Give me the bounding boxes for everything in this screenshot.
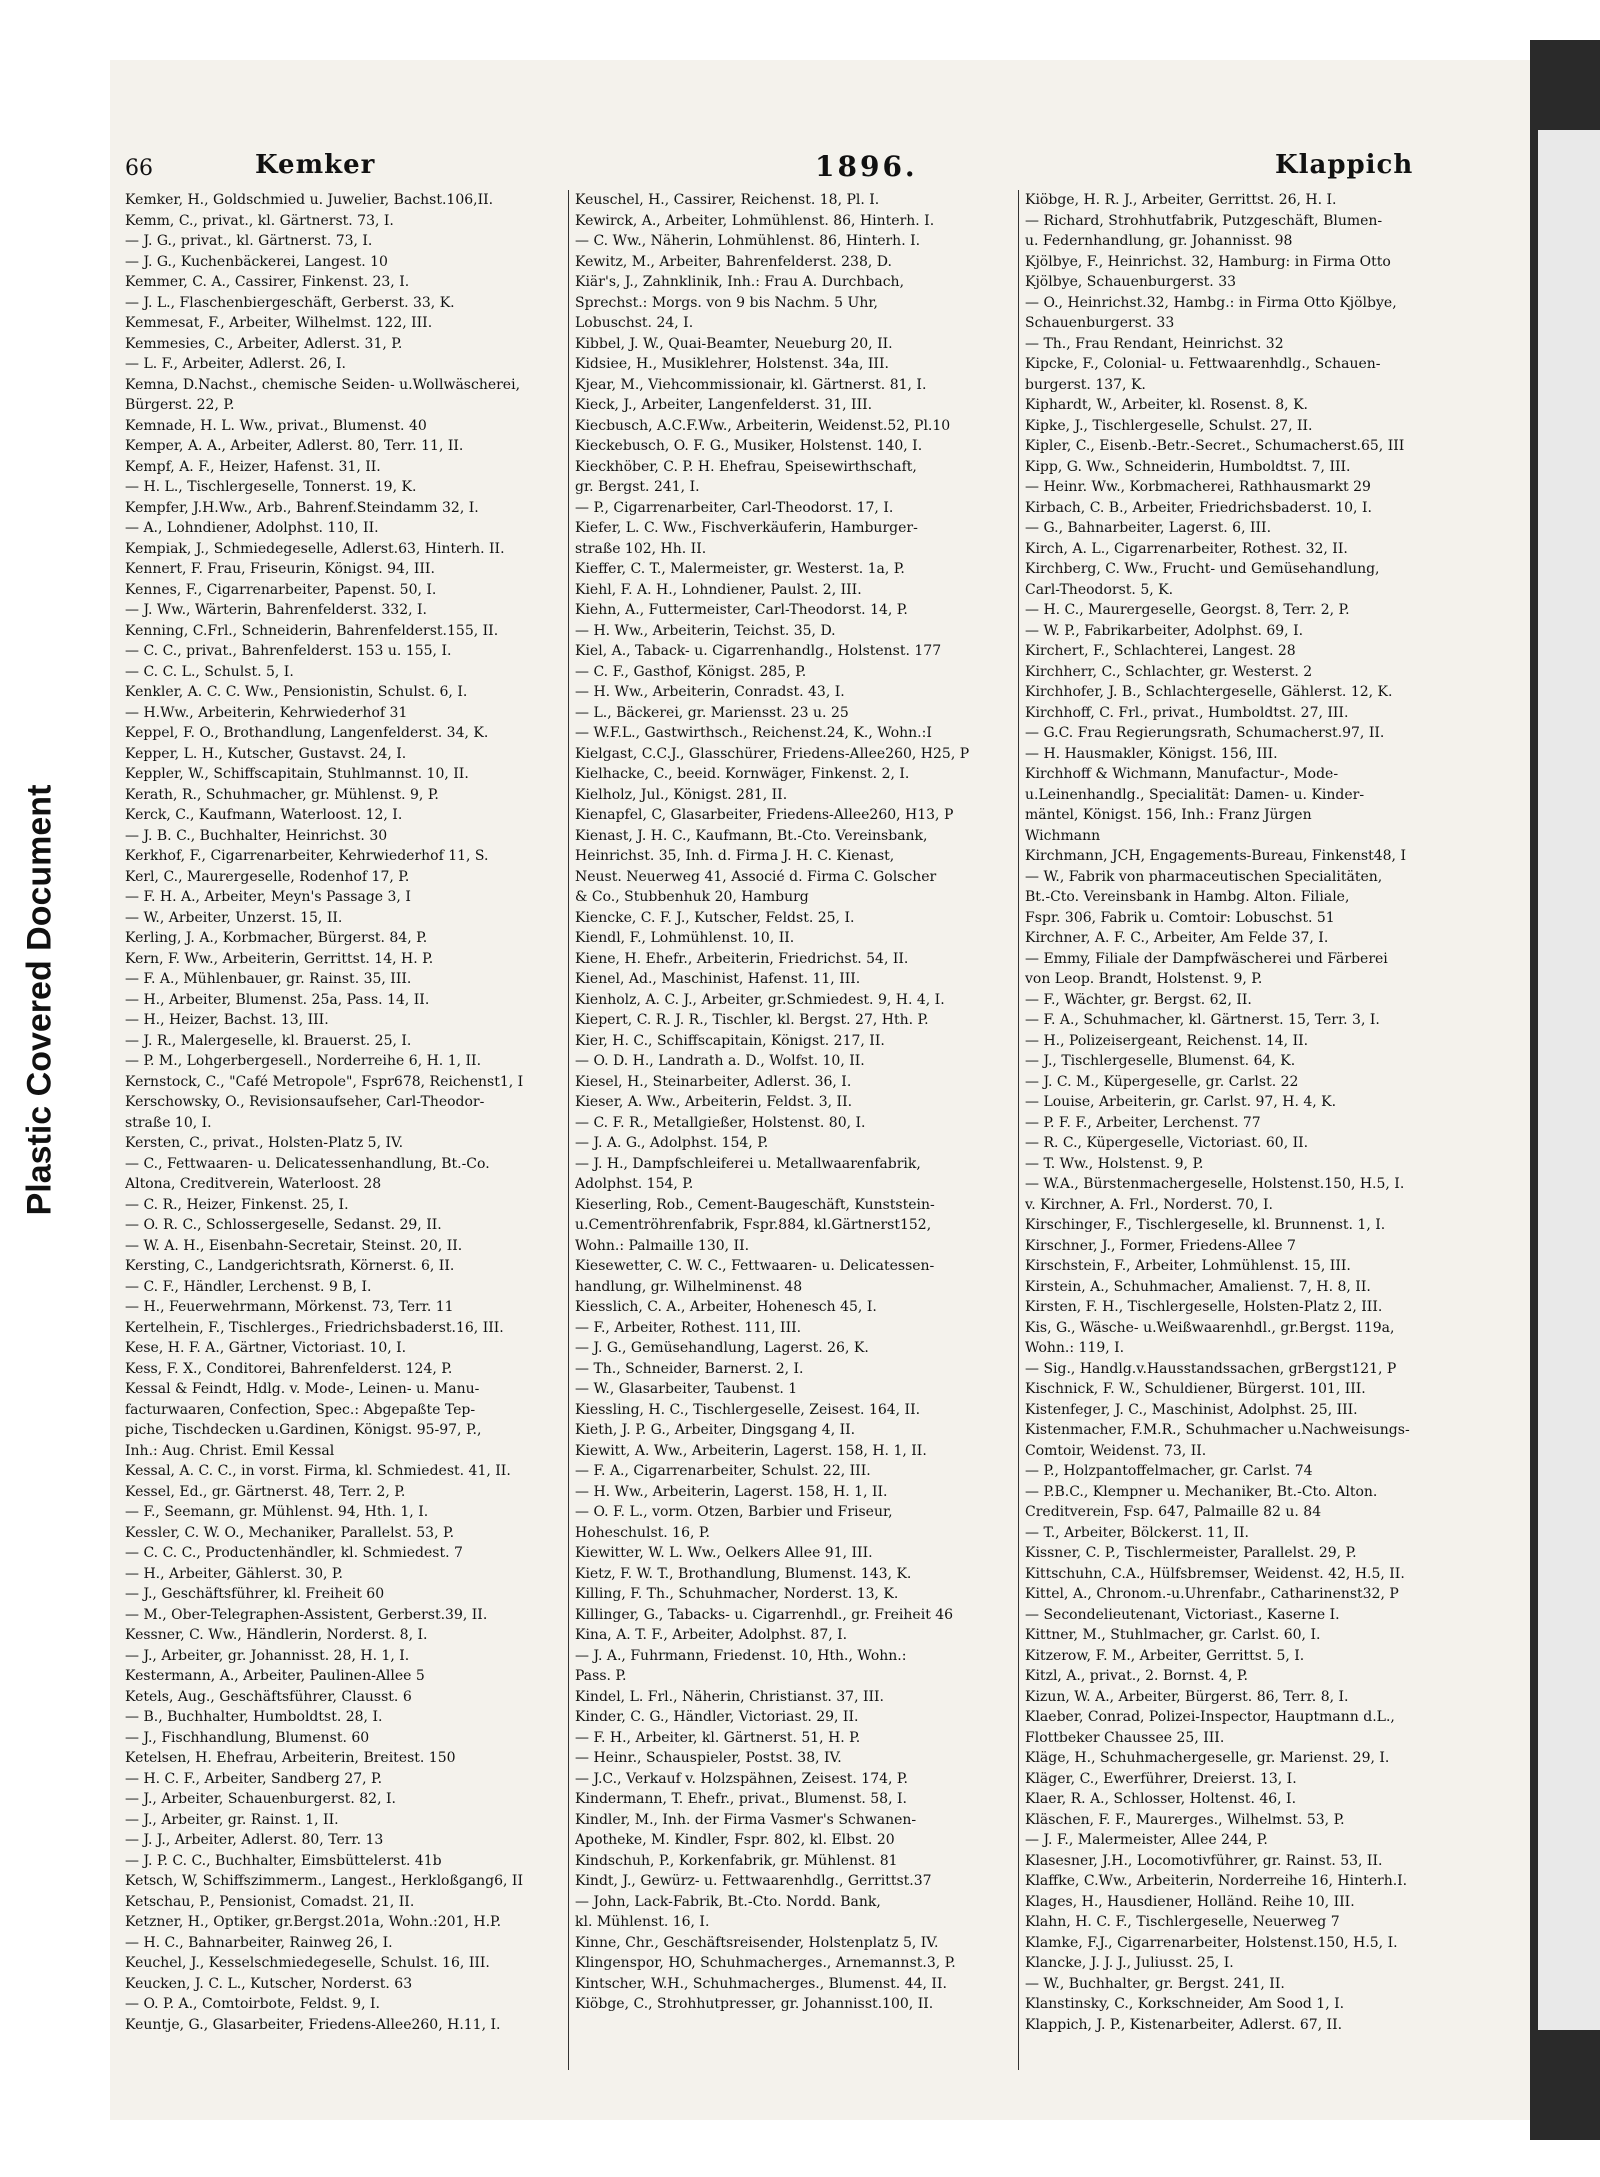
directory-entry: Kipler, C., Eisenb.-Betr.-Secret., Schumacherst.65, III — [1025, 438, 1405, 454]
directory-entry: Kerck, C., Kaufmann, Waterloost. 12, I. — [125, 807, 403, 823]
directory-entry: Kistenmacher, F.M.R., Schuhmacher u.Nachweisungs- — [1025, 1422, 1410, 1438]
directory-entry: Kirchert, F., Schlachterei, Langest. 28 — [1025, 643, 1296, 659]
column-divider — [1018, 190, 1019, 2070]
directory-entry: — F., Arbeiter, Rothest. 111, III. — [575, 1319, 802, 1336]
directory-entry: — C. R., Heizer, Finkenst. 25, I. — [125, 1196, 349, 1213]
directory-entry: Ketels, Aug., Geschäftsführer, Clausst. 6 — [125, 1688, 412, 1705]
directory-entry: Kirstein, A., Schuhmacher, Amalienst. 7, H. 8, II. — [1025, 1278, 1371, 1295]
header-right-word: Klappich — [1275, 150, 1414, 180]
directory-entry: — H. Hausmakler, Königst. 156, III. — [1025, 745, 1278, 762]
directory-entry: — Richard, Strohhutfabrik, Putzgeschäft, Blumen- — [1025, 212, 1383, 229]
directory-entry: Kieserling, Rob., Cement-Baugeschäft, Kunststein- — [575, 1196, 935, 1213]
directory-entry: Kertelhein, F., Tischlerges., Friedrichsbaderst.16, III. — [125, 1319, 504, 1336]
directory-entry: Creditverein, Fsp. 647, Palmaille 82 u. 84 — [1025, 1504, 1322, 1520]
directory-entry: mäntel, Königst. 156, Inh.: Franz Jürgen — [1025, 807, 1312, 823]
directory-entry: — P., Holzpantoffelmacher, gr. Carlst. 74 — [1025, 1463, 1313, 1479]
directory-entry: — W., Glasarbeiter, Taubenst. 1 — [575, 1381, 798, 1397]
directory-entry: — F. A., Schuhmacher, kl. Gärtnerst. 15, Terr. 3, I. — [1025, 1012, 1380, 1028]
directory-entry: Carl-Theodorst. 5, K. — [1025, 581, 1174, 598]
directory-entry: — A., Lohndiener, Adolphst. 110, II. — [125, 520, 379, 536]
directory-entry: — H., Feuerwehrmann, Mörkenst. 73, Terr. 11 — [125, 1299, 454, 1315]
directory-entry: Klappich, J. P., Kistenarbeiter, Adlerst. 67, II. — [1025, 2016, 1343, 2033]
directory-entry: Fspr. 306, Fabrik u. Comtoir: Lobuschst. 51 — [1025, 909, 1335, 926]
directory-entry: — J. H., Dampfschleiferei u. Metallwaarenfabrik, — [575, 1155, 921, 1172]
directory-entry: Kjölbye, F., Heinrichst. 32, Hamburg: in Firma Otto — [1025, 253, 1391, 270]
directory-entry: Kiel, A., Taback- u. Cigarrenhandlg., Holstenst. 177 — [575, 643, 942, 659]
directory-entry: — J. Ww., Wärterin, Bahrenfelderst. 332, I. — [125, 602, 427, 618]
directory-entry: — H. Ww., Arbeiterin, Conradst. 43, I. — [575, 684, 845, 700]
directory-entry: Kindermann, T. Ehefr., privat., Blumenst. 58, I. — [575, 1791, 907, 1807]
directory-entry: Kirschstein, F., Arbeiter, Lohmühlenst. 15, III. — [1025, 1258, 1351, 1274]
directory-entry: Kerkhof, F., Cigarrenarbeiter, Kehrwiederhof 11, S. — [125, 848, 489, 864]
directory-entry: Kernstock, C., "Café Metropole", Fspr678, Reichenst1, I — [125, 1073, 524, 1090]
directory-entry: Kerschowsky, O., Revisionsaufseher, Carl-Theodor- — [125, 1094, 485, 1110]
directory-entry: Kess, F. X., Conditorei, Bahrenfelderst. 124, P. — [125, 1360, 453, 1377]
directory-entry: Schauenburgerst. 33 — [1025, 315, 1175, 331]
directory-entry: — W. A. H., Eisenbahn-Secretair, Steinst. 20, II. — [125, 1237, 463, 1254]
directory-entry: u.Leinenhandlg., Specialität: Damen- u. Kinder- — [1025, 786, 1365, 803]
directory-entry: Kiewitter, W. L. Ww., Oelkers Allee 91, III. — [575, 1545, 873, 1561]
side-label-text: Plastic Covered Document — [20, 784, 59, 1216]
header-left-word: Kemker — [255, 150, 376, 180]
directory-entry: Kis, G., Wäsche- u.Weißwaarenhdl., gr.Bergst. 119a, — [1025, 1319, 1395, 1336]
directory-entry: Kindt, J., Gewürz- u. Fettwaarenhdlg., Gerrittst.37 — [575, 1873, 932, 1889]
directory-entry: Kienel, Ad., Maschinist, Hafenst. 11, III. — [575, 971, 861, 987]
directory-entry: — H.Ww., Arbeiterin, Kehrwiederhof 31 — [125, 704, 408, 721]
directory-entry: Kennert, F. Frau, Friseurin, Königst. 94, III. — [125, 561, 435, 577]
directory-entry: — Heinr. Ww., Korbmacherei, Rathhausmarkt 29 — [1025, 479, 1371, 495]
directory-entry: Kemmesat, F., Arbeiter, Wilhelmst. 122, III. — [125, 315, 433, 331]
directory-entry: Kläger, C., Ewerführer, Dreierst. 13, I. — [1025, 1770, 1297, 1787]
column-divider — [568, 190, 569, 2070]
directory-entry: Killinger, G., Tabacks- u. Cigarrenhdl., gr. Freiheit 46 — [575, 1606, 954, 1623]
directory-entry: — John, Lack-Fabrik, Bt.-Cto. Nordd. Bank, — [575, 1893, 881, 1910]
directory-entry: — C. C. L., Schulst. 5, I. — [125, 663, 294, 680]
directory-entry: Kiessling, H. C., Tischlergeselle, Zeisest. 164, II. — [575, 1401, 921, 1418]
directory-entry: — H. C. F., Arbeiter, Sandberg 27, P. — [125, 1770, 383, 1787]
directory-entry: — W., Fabrik von pharmaceutischen Specialitäten, — [1025, 868, 1383, 885]
directory-entry: Klaffke, C.Ww., Arbeiterin, Norderreihe 16, Hinterh.I. — [1025, 1873, 1408, 1889]
directory-entry: — J. C. M., Küpergeselle, gr. Carlst. 22 — [1025, 1073, 1299, 1090]
directory-entry: Ketschau, P., Pensionist, Comadst. 21, II. — [125, 1893, 415, 1910]
directory-entry: — H., Heizer, Bachst. 13, III. — [125, 1012, 329, 1028]
directory-entry: Apotheke, M. Kindler, Fspr. 802, kl. Elbst. 20 — [575, 1832, 895, 1848]
directory-entry: Klaer, R. A., Schlosser, Holtenst. 46, I. — [1025, 1791, 1297, 1807]
directory-entry: — G., Bahnarbeiter, Lagerst. 6, III. — [1025, 520, 1272, 536]
directory-entry: — P. M., Lohgerbergesell., Norderreihe 6, H. 1, II. — [125, 1053, 482, 1069]
directory-entry: Kiehl, F. A. H., Lohndiener, Paulst. 2, III. — [575, 581, 862, 598]
directory-entry: Kindschuh, P., Korkenfabrik, gr. Mühlenst. 81 — [575, 1852, 898, 1869]
directory-entry: Ketelsen, H. Ehefrau, Arbeiterin, Breitest. 150 — [125, 1750, 456, 1766]
directory-entry: Kischnick, F. W., Schuldiener, Bürgerst. 101, III. — [1025, 1381, 1366, 1397]
directory-entry: handlung, gr. Wilhelminenst. 48 — [575, 1278, 803, 1295]
directory-entry: Kessal & Feindt, Hdlg. v. Mode-, Leinen- u. Manu- — [125, 1381, 480, 1397]
directory-entry: — J. P. C. C., Buchhalter, Eimsbüttelerst. 41b — [125, 1852, 442, 1869]
directory-entry: — C. F., Gasthof, Königst. 285, P. — [575, 663, 807, 680]
directory-entry: — Heinr., Schauspieler, Postst. 38, IV. — [575, 1750, 842, 1766]
directory-entry: Kirschner, J., Former, Friedens-Allee 7 — [1025, 1237, 1296, 1254]
directory-entry: Neust. Neuerweg 41, Associé d. Firma C. Golscher — [575, 868, 937, 885]
directory-entry: Wichmann — [1025, 827, 1101, 844]
directory-entry: — O. P. A., Comtoirbote, Feldst. 9, I. — [125, 1996, 380, 2012]
directory-entry: Inh.: Aug. Christ. Emil Kessal — [125, 1442, 335, 1459]
directory-entry: — Emmy, Filiale der Dampfwäscherei und Färberei — [1025, 950, 1388, 967]
directory-entry: Kirch, A. L., Cigarrenarbeiter, Rothest. 32, II. — [1025, 540, 1348, 557]
directory-entry: Kieffer, C. T., Malermeister, gr. Westerst. 1a, P. — [575, 561, 905, 577]
directory-entry: Kiecbusch, A.C.F.Ww., Arbeiterin, Weidenst.52, Pl.10 — [575, 417, 951, 434]
directory-entry: — L. F., Arbeiter, Adlerst. 26, I. — [125, 356, 346, 372]
directory-entry: Kissner, C. P., Tischlermeister, Parallelst. 29, P. — [1025, 1545, 1357, 1561]
directory-entry: — F., Seemann, gr. Mühlenst. 94, Hth. 1, I. — [125, 1504, 429, 1520]
directory-entry: — J. G., privat., kl. Gärtnerst. 73, I. — [125, 233, 373, 249]
directory-entry: — H., Arbeiter, Gählerst. 30, P. — [125, 1565, 343, 1582]
directory-entry: Kessal, A. C. C., in vorst. Firma, kl. Schmiedest. 41, II. — [125, 1463, 511, 1479]
directory-entry: Klanstinsky, C., Korkschneider, Am Sood 1, I. — [1025, 1996, 1345, 2012]
directory-entry: — J. J., Arbeiter, Adlerst. 80, Terr. 13 — [125, 1832, 384, 1848]
directory-entry: — O., Heinrichst.32, Hambg.: in Firma Otto Kjölbye, — [1025, 294, 1397, 311]
directory-entry: — C. F., Händler, Lerchenst. 9 B, I. — [125, 1278, 372, 1295]
directory-entry: Kieser, A. Ww., Arbeiterin, Feldst. 3, II. — [575, 1094, 853, 1110]
directory-entry: Kiefer, L. C. Ww., Fischverkäuferin, Hamburger- — [575, 520, 918, 536]
directory-entry: — C. Ww., Näherin, Lohmühlenst. 86, Hinterh. I. — [575, 233, 921, 249]
directory-entry: Kipp, G. Ww., Schneiderin, Humboldtst. 7, III. — [1025, 458, 1351, 475]
directory-entry: Kiöbge, H. R. J., Arbeiter, Gerrittst. 26, H. I. — [1025, 192, 1337, 208]
directory-column-3 — [1025, 190, 1465, 2035]
directory-entry: Kepper, L. H., Kutscher, Gustavst. 24, I. — [125, 745, 407, 762]
directory-entry: Bt.-Cto. Vereinsbank in Hambg. Alton. Filiale, — [1025, 889, 1350, 905]
directory-entry: — G.C. Frau Regierungsrath, Schumacherst.97, II. — [1025, 725, 1385, 741]
directory-entry: Klahn, H. C. F., Tischlergeselle, Neuerweg 7 — [1025, 1914, 1340, 1930]
directory-entry: Kistenfeger, J. C., Maschinist, Adolphst. 25, III. — [1025, 1401, 1358, 1418]
directory-entry: Kiehn, A., Futtermeister, Carl-Theodorst. 14, P. — [575, 602, 908, 618]
directory-entry: Killing, F. Th., Schuhmacher, Norderst. 13, K. — [575, 1586, 899, 1602]
directory-entry: Hoheschulst. 16, P. — [575, 1524, 710, 1541]
directory-entry: Kitzerow, F. M., Arbeiter, Gerrittst. 5, I. — [1025, 1647, 1305, 1664]
directory-entry: Heinrichst. 35, Inh. d. Firma J. H. C. Kienast, — [575, 848, 895, 864]
directory-entry: Kläge, H., Schuhmachergeselle, gr. Marienst. 29, I. — [1025, 1750, 1390, 1766]
directory-entry: Kirchmann, JCH, Engagements-Bureau, Finkenst48, I — [1025, 848, 1406, 864]
directory-entry: Kiär's, J., Zahnklinik, Inh.: Frau A. Durchbach, — [575, 274, 905, 290]
directory-entry: Kiewitt, A. Ww., Arbeiterin, Lagerst. 158, H. 1, II. — [575, 1442, 927, 1459]
directory-entry: — C., Fettwaaren- u. Delicatessenhandlung, Bt.-Co. — [125, 1155, 490, 1172]
directory-entry: Kjear, M., Viehcommissionair, kl. Gärtnerst. 81, I. — [575, 376, 927, 393]
directory-entry: Kirchherr, C., Schlachter, gr. Westerst. 2 — [1025, 663, 1313, 680]
directory-entry: — F. A., Cigarrenarbeiter, Schulst. 22, III. — [575, 1463, 871, 1479]
directory-entry: — F. A., Mühlenbauer, gr. Rainst. 35, III. — [125, 971, 412, 987]
directory-entry: Kirchhofer, J. B., Schlachtergeselle, Gählerst. 12, K. — [1025, 684, 1393, 700]
directory-entry: u. Federnhandlung, gr. Johannisst. 98 — [1025, 233, 1293, 249]
directory-entry: — J., Arbeiter, Schauenburgerst. 82, I. — [125, 1791, 396, 1807]
header-year: 1896. — [815, 150, 918, 183]
directory-entry: Kittner, M., Stuhlmacher, gr. Carlst. 60, I. — [1025, 1627, 1321, 1643]
directory-entry: Kern, F. Ww., Arbeiterin, Gerrittst. 14, H. P. — [125, 950, 434, 967]
directory-entry: Kielholz, Jul., Königst. 281, II. — [575, 786, 788, 803]
directory-entry: Sprechst.: Morgs. von 9 bis Nachm. 5 Uhr, — [575, 294, 878, 311]
directory-entry: — T., Arbeiter, Bölckerst. 11, II. — [1025, 1524, 1250, 1541]
directory-entry: Kindel, L. Frl., Näherin, Christianst. 37, III. — [575, 1688, 885, 1705]
directory-entry: Kiöbge, C., Strohhutpresser, gr. Johannisst.100, II. — [575, 1996, 934, 2012]
directory-entry: straße 102, Hh. II. — [575, 540, 707, 557]
directory-entry: Kieck, J., Arbeiter, Langenfelderst. 31, III. — [575, 397, 873, 413]
directory-entry: — J., Arbeiter, gr. Rainst. 1, II. — [125, 1811, 339, 1828]
directory-entry: — M., Ober-Telegraphen-Assistent, Gerberst.39, II. — [125, 1606, 488, 1623]
directory-entry: Keuntje, G., Glasarbeiter, Friedens-Allee260, H.11, I. — [125, 2016, 501, 2033]
directory-entry: Kirchhoff, C. Frl., privat., Humboldtst. 27, III. — [1025, 704, 1349, 721]
directory-entry: burgerst. 137, K. — [1025, 376, 1146, 393]
directory-entry: Kemmer, C. A., Cassirer, Finkenst. 23, I. — [125, 274, 410, 290]
directory-entry: — J. L., Flaschenbiergeschäft, Gerberst. 33, K. — [125, 294, 455, 311]
directory-entry: Kirchberg, C. Ww., Frucht- und Gemüsehandlung, — [1025, 561, 1380, 577]
directory-entry: — F., Wächter, gr. Bergst. 62, II. — [1025, 991, 1252, 1008]
directory-entry: Kinder, C. G., Händler, Victoriast. 29, II. — [575, 1709, 859, 1725]
directory-entry: Kersting, C., Landgerichtsrath, Körnerst. 6, II. — [125, 1258, 455, 1274]
directory-entry: — H. C., Maurergeselle, Georgst. 8, Terr. 2, P. — [1025, 602, 1350, 618]
directory-entry: Kjölbye, Schauenburgerst. 33 — [1025, 274, 1237, 290]
directory-entry: — O. D. H., Landrath a. D., Wolfst. 10, II. — [575, 1053, 865, 1069]
directory-entry: Kirbach, C. B., Arbeiter, Friedrichsbaderst. 10, I. — [1025, 499, 1372, 516]
directory-entry: — H. Ww., Arbeiterin, Teichst. 35, D. — [575, 622, 836, 639]
directory-column-2 — [575, 190, 1015, 2015]
directory-entry: — H. C., Bahnarbeiter, Rainweg 26, I. — [125, 1934, 393, 1951]
directory-entry: Kestermann, A., Arbeiter, Paulinen-Allee 5 — [125, 1668, 425, 1684]
directory-entry: Kina, A. T. F., Arbeiter, Adolphst. 87, I. — [575, 1627, 848, 1643]
directory-entry: kl. Mühlenst. 16, I. — [575, 1914, 710, 1930]
directory-entry: — J. F., Malermeister, Allee 244, P. — [1025, 1832, 1268, 1848]
directory-entry: — J., Arbeiter, gr. Johannisst. 28, H. 1, I. — [125, 1647, 410, 1664]
directory-entry: Kempf, A. F., Heizer, Hafenst. 31, II. — [125, 458, 381, 475]
directory-entry: — Secondelieutenant, Victoriast., Kaserne I. — [1025, 1606, 1340, 1623]
directory-entry: gr. Bergst. 241, I. — [575, 479, 700, 495]
directory-column-1 — [125, 190, 565, 2035]
directory-entry: — T. Ww., Holstenst. 9, P. — [1025, 1155, 1204, 1172]
directory-entry: — F. H., Arbeiter, kl. Gärtnerst. 51, H. P. — [575, 1729, 861, 1746]
directory-entry: — F. H. A., Arbeiter, Meyn's Passage 3, I — [125, 889, 411, 905]
directory-entry: — O. R. C., Schlossergeselle, Sedanst. 29, II. — [125, 1217, 442, 1233]
directory-entry: — H. L., Tischlergeselle, Tonnerst. 19, K. — [125, 479, 417, 495]
directory-entry: u.Cementröhrenfabrik, Fspr.884, kl.Gärtnerst152, — [575, 1217, 932, 1233]
directory-entry: — W.A., Bürstenmachergeselle, Holstenst.150, H.5, I. — [1025, 1176, 1405, 1192]
directory-entry: Kewitz, M., Arbeiter, Bahrenfelderst. 238, D. — [575, 253, 892, 270]
directory-entry: — J., Geschäftsführer, kl. Freiheit 60 — [125, 1586, 385, 1602]
directory-entry: Kiepert, C. R. J. R., Tischler, kl. Bergst. 27, Hth. P. — [575, 1012, 929, 1028]
directory-entry: straße 10, I. — [125, 1114, 212, 1131]
directory-entry: Kewirck, A., Arbeiter, Lohmühlenst. 86, Hinterh. I. — [575, 212, 935, 229]
directory-entry: Kemmesies, C., Arbeiter, Adlerst. 31, P. — [125, 335, 403, 352]
directory-entry: Kizun, W. A., Arbeiter, Bürgerst. 86, Terr. 8, I. — [1025, 1688, 1349, 1705]
directory-entry: — J. A. G., Adolphst. 154, P. — [575, 1135, 769, 1151]
directory-entry: Kidsiee, H., Musiklehrer, Holstenst. 34a, III. — [575, 356, 889, 372]
directory-entry: Kenkler, A. C. C. Ww., Pensionistin, Schulst. 6, I. — [125, 684, 468, 700]
directory-entry: Kienholz, A. C. J., Arbeiter, gr.Schmiedest. 9, H. 4, I. — [575, 991, 945, 1008]
directory-entry: Kempiak, J., Schmiedegeselle, Adlerst.63, Hinterh. II. — [125, 540, 505, 557]
directory-entry: — P. F. F., Arbeiter, Lerchenst. 77 — [1025, 1114, 1261, 1131]
directory-entry: Ketsch, W, Schiffszimmerm., Langest., Herkloßgang6, II — [125, 1873, 523, 1889]
directory-entry: — C. C., privat., Bahrenfelderst. 153 u. 155, I. — [125, 643, 452, 659]
directory-entry: Ketzner, H., Optiker, gr.Bergst.201a, Wohn.:201, H.P. — [125, 1914, 502, 1930]
directory-entry: — Louise, Arbeiterin, gr. Carlst. 97, H. 4, K. — [1025, 1094, 1337, 1110]
directory-entry: Kessel, Ed., gr. Gärtnerst. 48, Terr. 2, P. — [125, 1483, 406, 1500]
directory-entry: Klages, H., Hausdiener, Holländ. Reihe 10, III. — [1025, 1893, 1355, 1910]
directory-entry: Kemker, H., Goldschmied u. Juwelier, Bachst.106,II. — [125, 192, 494, 208]
directory-entry: Kitzl, A., privat., 2. Bornst. 4, P. — [1025, 1668, 1248, 1684]
directory-entry: Altona, Creditverein, Waterloost. 28 — [125, 1176, 382, 1192]
directory-entry: Keppel, F. O., Brothandlung, Langenfelderst. 34, K. — [125, 725, 489, 741]
directory-entry: Kietz, F. W. T., Brothandlung, Blumenst. 143, K. — [575, 1565, 912, 1582]
directory-entry: — J. R., Malergeselle, kl. Brauerst. 25, I. — [125, 1032, 412, 1049]
directory-entry: — J.C., Verkauf v. Holzspähnen, Zeisest. 174, P. — [575, 1770, 908, 1787]
directory-entry: Kittschuhn, C.A., Hülfsbremser, Weidenst. 42, H.5, II. — [1025, 1565, 1405, 1582]
directory-entry: Klingenspor, HO, Schuhmacherges., Arnemannst.3, P. — [575, 1955, 956, 1971]
directory-entry: — H., Polizeisergeant, Reichenst. 14, II. — [1025, 1032, 1309, 1049]
directory-entry: — O. F. L., vorm. Otzen, Barbier und Friseur, — [575, 1504, 893, 1520]
directory-entry: Kerath, R., Schuhmacher, gr. Mühlenst. 9, P. — [125, 786, 439, 803]
page-number: 66 — [125, 156, 153, 181]
directory-entry: Kintscher, W.H., Schuhmacherges., Blumenst. 44, II. — [575, 1975, 947, 1992]
directory-entry: Kipcke, F., Colonial- u. Fettwaarenhdlg., Schauen- — [1025, 356, 1381, 372]
directory-entry: & Co., Stubbenhuk 20, Hamburg — [575, 889, 809, 905]
directory-entry: Kemna, D.Nachst., chemische Seiden- u.Wollwäscherei, — [125, 376, 521, 393]
directory-entry: Kessler, C. W. O., Mechaniker, Parallelst. 53, P. — [125, 1524, 455, 1541]
directory-entry: piche, Tischdecken u.Gardinen, Königst. 95-97, P., — [125, 1422, 482, 1438]
directory-entry: — J., Fischhandlung, Blumenst. 60 — [125, 1729, 370, 1746]
directory-entry: Kempfer, J.H.Ww., Arb., Bahrenf.Steindamm 32, I. — [125, 499, 479, 516]
directory-entry: von Leop. Brandt, Holstenst. 9, P. — [1025, 971, 1263, 987]
directory-entry: Kiesslich, C. A., Arbeiter, Hohenesch 45, I. — [575, 1299, 877, 1315]
directory-entry: Kemnade, H. L. Ww., privat., Blumenst. 40 — [125, 417, 427, 434]
directory-entry: Kier, H. C., Schiffscapitain, Königst. 217, II. — [575, 1032, 885, 1049]
directory-entry: Klasesner, J.H., Locomotivführer, gr. Rainst. 53, II. — [1025, 1852, 1383, 1869]
directory-entry: Kinne, Chr., Geschäftsreisender, Holstenplatz 5, IV. — [575, 1934, 939, 1951]
directory-entry: Kienast, J. H. C., Kaufmann, Bt.-Cto. Vereinsbank, — [575, 827, 928, 844]
directory-entry: — W., Arbeiter, Unzerst. 15, II. — [125, 909, 343, 926]
side-label — [10, 720, 70, 1280]
directory-entry: — J. B. C., Buchhalter, Heinrichst. 30 — [125, 827, 388, 844]
directory-entry: — B., Buchhalter, Humboldtst. 28, I. — [125, 1709, 383, 1725]
directory-entry: — P., Cigarrenarbeiter, Carl-Theodorst. 17, I. — [575, 499, 894, 516]
directory-entry: Keucken, J. C. L., Kutscher, Norderst. 63 — [125, 1975, 413, 1992]
directory-entry: Kirschinger, F., Tischlergeselle, kl. Brunnenst. 1, I. — [1025, 1217, 1386, 1233]
directory-entry: — Th., Schneider, Barnerst. 2, I. — [575, 1360, 804, 1377]
directory-entry: — L., Bäckerei, gr. Mariensst. 23 u. 25 — [575, 704, 849, 721]
directory-entry: Kienapfel, C, Glasarbeiter, Friedens-Allee260, H13, P — [575, 807, 954, 823]
directory-entry: Kindler, M., Inh. der Firma Vasmer's Schwanen- — [575, 1811, 917, 1828]
scan-edge-strip — [1538, 130, 1600, 2030]
directory-entry: Kemm, C., privat., kl. Gärtnerst. 73, I. — [125, 212, 394, 229]
directory-entry: — P.B.C., Klempner u. Mechaniker, Bt.-Cto. Alton. — [1025, 1483, 1378, 1500]
directory-entry: Kiencke, C. F. J., Kutscher, Feldst. 25, I. — [575, 909, 855, 926]
directory-entry: Kiesel, H., Steinarbeiter, Adlerst. 36, I. — [575, 1073, 852, 1090]
directory-entry: Kiesewetter, C. W. C., Fettwaaren- u. Delicatessen- — [575, 1258, 935, 1274]
directory-entry: Kerling, J. A., Korbmacher, Bürgerst. 84, P. — [125, 930, 428, 946]
directory-entry: Comtoir, Weidenst. 73, II. — [1025, 1442, 1207, 1459]
directory-entry: Klaeber, Conrad, Polizei-Inspector, Hauptmann d.L., — [1025, 1709, 1395, 1725]
directory-entry: Flottbeker Chaussee 25, III. — [1025, 1729, 1225, 1746]
directory-entry: — C. C. C., Productenhändler, kl. Schmiedest. 7 — [125, 1545, 463, 1561]
directory-entry: Wohn.: 119, I. — [1025, 1340, 1125, 1356]
directory-entry: Kessner, C. Ww., Händlerin, Norderst. 8, I. — [125, 1627, 428, 1643]
directory-entry: Kieckebusch, O. F. G., Musiker, Holstenst. 140, I. — [575, 438, 923, 454]
directory-entry: Kiene, H. Ehefr., Arbeiterin, Friedrichst. 54, II. — [575, 950, 909, 967]
directory-entry: Kläschen, F. F., Maurerges., Wilhelmst. 53, P. — [1025, 1811, 1345, 1828]
directory-entry: Kenning, C.Frl., Schneiderin, Bahrenfelderst.155, II. — [125, 622, 499, 639]
directory-entry: — J. G., Gemüsehandlung, Lagerst. 26, K. — [575, 1340, 869, 1356]
directory-entry: Kirsten, F. H., Tischlergeselle, Holsten-Platz 2, III. — [1025, 1299, 1383, 1315]
directory-entry: — H. Ww., Arbeiterin, Lagerst. 158, H. 1, II. — [575, 1483, 888, 1500]
directory-entry: Kibbel, J. W., Quai-Beamter, Neueburg 20, II. — [575, 335, 893, 352]
directory-entry: Kemper, A. A., Arbeiter, Adlerst. 80, Terr. 11, II. — [125, 438, 464, 454]
directory-entry: Pass. P. — [575, 1668, 627, 1684]
directory-entry: Kirchhoff & Wichmann, Manufactur-, Mode- — [1025, 766, 1339, 782]
directory-entry: — J. G., Kuchenbäckerei, Langest. 10 — [125, 253, 388, 270]
directory-entry: Klancke, J. J. J., Juliusst. 25, I. — [1025, 1955, 1234, 1971]
directory-entry: Kieckhöber, C. P. H. Ehefrau, Speisewirthschaft, — [575, 458, 917, 475]
directory-entry: Keppler, W., Schiffscapitain, Stuhlmannst. 10, II. — [125, 766, 469, 782]
directory-entry: Kieth, J. P. G., Arbeiter, Dingsgang 4, II. — [575, 1422, 856, 1438]
directory-entry: facturwaaren, Confection, Spec.: Abgepaßte Tep- — [125, 1401, 476, 1418]
directory-entry: Kielhacke, C., beeid. Kornwäger, Finkenst. 2, I. — [575, 766, 910, 782]
directory-entry: — H., Arbeiter, Blumenst. 25a, Pass. 14, II. — [125, 991, 430, 1008]
directory-entry: — Th., Frau Rendant, Heinrichst. 32 — [1025, 335, 1284, 352]
directory-entry: Adolphst. 154, P. — [575, 1176, 694, 1192]
directory-entry: Kirchner, A. F. C., Arbeiter, Am Felde 37, I. — [1025, 930, 1329, 946]
directory-entry: Keuchel, J., Kesselschmiedegeselle, Schulst. 16, III. — [125, 1955, 490, 1971]
directory-entry: — J., Tischlergeselle, Blumenst. 64, K. — [1025, 1053, 1296, 1069]
directory-entry: Kerl, C., Maurergeselle, Rodenhof 17, P. — [125, 868, 410, 885]
directory-entry: Kese, H. F. A., Gärtner, Victoriast. 10, I. — [125, 1340, 407, 1356]
directory-entry: Bürgerst. 22, P. — [125, 397, 235, 413]
directory-entry: Kiphardt, W., Arbeiter, kl. Rosenst. 8, K. — [1025, 397, 1308, 413]
directory-entry: Kersten, C., privat., Holsten-Platz 5, IV. — [125, 1135, 404, 1151]
directory-entry: Wohn.: Palmaille 130, II. — [575, 1237, 750, 1254]
directory-entry: Kiendl, F., Lohmühlenst. 10, II. — [575, 930, 795, 946]
directory-entry: Kipke, J., Tischlergeselle, Schulst. 27, II. — [1025, 417, 1313, 434]
directory-entry: — J. A., Fuhrmann, Friedenst. 10, Hth., Wohn.: — [575, 1647, 907, 1664]
directory-entry: v. Kirchner, A. Frl., Norderst. 70, I. — [1025, 1196, 1273, 1213]
directory-entry: Lobuschst. 24, I. — [575, 315, 694, 331]
directory-entry: Kielgast, C.C.J., Glasschürer, Friedens-Allee260, H25, P — [575, 745, 970, 762]
directory-entry: — Sig., Handlg.v.Hausstandssachen, grBergst121, P — [1025, 1360, 1397, 1377]
directory-entry: — W., Buchhalter, gr. Bergst. 241, II. — [1025, 1975, 1285, 1992]
page-header — [125, 150, 1465, 194]
directory-entry: Klamke, F.J., Cigarrenarbeiter, Holstenst.150, H.5, I. — [1025, 1934, 1398, 1951]
directory-entry: — R. C., Küpergeselle, Victoriast. 60, II. — [1025, 1135, 1309, 1151]
directory-entry: — W. P., Fabrikarbeiter, Adolphst. 69, I. — [1025, 622, 1304, 639]
directory-entry: Keuschel, H., Cassirer, Reichenst. 18, Pl. I. — [575, 192, 880, 208]
directory-entry: Kennes, F., Cigarrenarbeiter, Papenst. 50, I. — [125, 581, 437, 598]
directory-entry: — C. F. R., Metallgießer, Holstenst. 80, I. — [575, 1114, 866, 1131]
directory-entry: Kittel, A., Chronom.-u.Uhrenfabr., Catharinenst32, P — [1025, 1586, 1399, 1602]
directory-entry: — W.F.L., Gastwirthsch., Reichenst.24, K., Wohn.:I — [575, 725, 932, 741]
